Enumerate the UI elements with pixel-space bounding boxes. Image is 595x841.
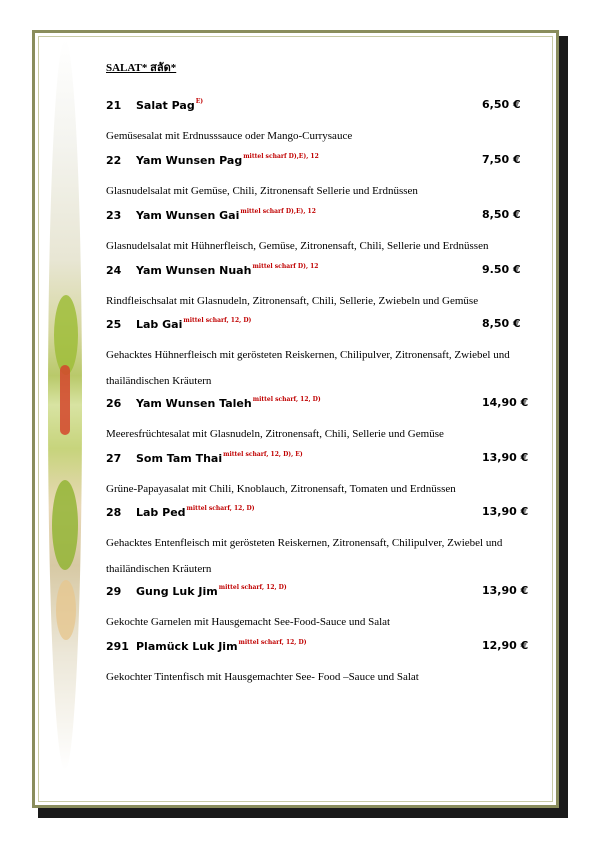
item-description: Rindfleischsalat mit Glasnudeln, Zitronensaft, Chili, Sellerie, Zwiebeln und Gemüse — [106, 295, 479, 307]
item-name: Yam Wunsen Gai — [136, 209, 240, 222]
item-number: 27 — [106, 452, 122, 465]
item-description: Meeresfrüchtesalat mit Glasnudeln, Zitronensaft, Chili, Sellerie und Gemüse — [106, 428, 444, 440]
allergen-note: mittel scharf, 12, D), E) — [223, 451, 303, 458]
menu-item-title — [106, 317, 251, 331]
menu-item-title — [106, 396, 321, 410]
item-description: Gehacktes Entenfleisch mit gerösteten Reiskernen, Zitronensaft, Chilipulver, Zwiebel und thailändischen Kräutern — [106, 537, 503, 575]
item-description: Gehacktes Hühnerfleisch mit gerösteten Reiskernen, Chilipulver, Zitronensaft, Zwiebel und thailändischen Kräutern — [106, 349, 510, 387]
item-number: 28 — [106, 506, 122, 519]
item-description: Gekochter Tintenfisch mit Hausgemachter See- Food –Sauce und Salat — [106, 671, 419, 683]
item-name: Lab Gai — [136, 318, 183, 331]
item-number: 21 — [106, 99, 122, 112]
item-name: Lab Ped — [136, 506, 186, 519]
item-price: 8,50 € — [482, 208, 521, 221]
menu-item-title — [106, 208, 316, 222]
menu-item-title — [106, 98, 203, 112]
allergen-note: mittel scharf, 12, D) — [186, 505, 255, 512]
item-description: Gemüsesalat mit Erdnusssauce oder Mango-Currysauce — [106, 130, 353, 142]
allergen-note: mittel scharf D),E), 12 — [243, 153, 319, 160]
salad-photo-strip — [48, 40, 82, 770]
section-heading: SALAT* สลัด* — [106, 62, 177, 74]
allergen-note: mittel scharf, 12, D) — [218, 584, 287, 591]
allergen-note: mittel scharf D),E), 12 — [240, 208, 316, 215]
item-price: 13,90 € — [482, 451, 529, 464]
item-price: 12,90 € — [482, 639, 529, 652]
item-price: 8,50 € — [482, 317, 521, 330]
item-price: 14,90 € — [482, 396, 529, 409]
item-name: Yam Wunsen Taleh — [136, 397, 252, 410]
item-price: 13,90 € — [482, 584, 529, 597]
menu-item-title — [106, 505, 255, 519]
allergen-note: mittel scharf, 12, D) — [238, 639, 307, 646]
item-number: 291 — [106, 640, 129, 653]
item-name: Plamück Luk Jim — [136, 640, 238, 653]
item-number: 22 — [106, 154, 122, 167]
chili-image — [60, 365, 70, 435]
allergen-note: mittel scharf, 12, D) — [183, 317, 252, 324]
menu-item-title — [106, 639, 307, 653]
item-number: 24 — [106, 264, 122, 277]
item-description: Glasnudelsalat mit Hühnerfleisch, Gemüse, Zitronensaft, Chili, Sellerie und Erdnüssen — [106, 240, 489, 252]
item-description: Glasnudelsalat mit Gemüse, Chili, Zitronensaft Sellerie und Erdnüssen — [106, 185, 418, 197]
lime-slice-image — [52, 480, 78, 570]
menu-item-title — [106, 451, 303, 465]
lime-wedge-image — [54, 295, 78, 375]
item-name: Salat Pag — [136, 99, 195, 112]
allergen-note: mittel scharf D), 12 — [252, 263, 319, 270]
item-name: Yam Wunsen Nuah — [136, 264, 252, 277]
item-description: Gekochte Garnelen mit Hausgemacht See-Food-Sauce und Salat — [106, 616, 391, 628]
item-name: Gung Luk Jim — [136, 585, 218, 598]
item-number: 29 — [106, 585, 122, 598]
menu-item-title — [106, 584, 287, 598]
shrimp-image — [56, 580, 76, 640]
item-number: 25 — [106, 318, 122, 331]
item-number: 26 — [106, 397, 122, 410]
allergen-note: mittel scharf, 12, D) — [252, 396, 321, 403]
item-name: Yam Wunsen Pag — [136, 154, 243, 167]
menu-item-title — [106, 263, 318, 277]
item-price: 9.50 € — [482, 263, 521, 276]
item-description: Grüne-Papayasalat mit Chili, Knoblauch, Zitronensaft, Tomaten und Erdnüssen — [106, 483, 456, 495]
item-number: 23 — [106, 209, 122, 222]
item-name: Som Tam Thai — [136, 452, 223, 465]
item-price: 7,50 € — [482, 153, 521, 166]
item-price: 13,90 € — [482, 505, 529, 518]
allergen-note: E) — [195, 98, 204, 105]
menu-item-title — [106, 153, 319, 167]
item-price: 6,50 € — [482, 98, 521, 111]
